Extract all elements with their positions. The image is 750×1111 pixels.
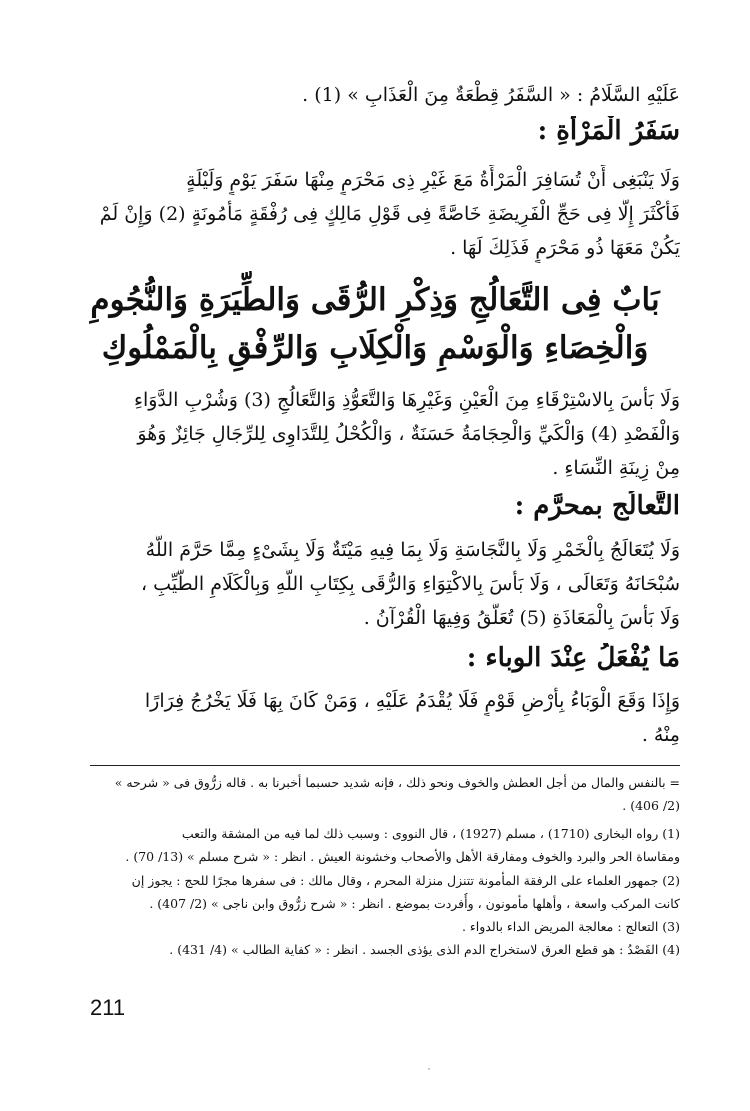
text-line: سُبْحَانَهُ وَتَعَالَى ، وَلَا بَأْسَ بِالاكْتِوَاءِ وَالرُّقَى بِكِتَابِ اللَّهِ وَبِالْكَلَامِ الطَّيِّبِ ،: [141, 573, 680, 595]
text-line: مِنْ زِينَةِ النِّسَاءِ .: [552, 457, 680, 479]
section-heading: مَا يُفْعَلُ عِنْدَ الوباء :: [466, 643, 680, 673]
section-heading: التَّعالُج بمحرَّم :: [514, 491, 680, 521]
footnote-line: ومقاساة الحر والبرد والخوف ومفارقة الأهل والأصحاب وخشونة العيش . انظر : « شرح مسلم » (13/ 70) .: [125, 849, 680, 864]
footnote-line: (2/ 406) .: [622, 798, 680, 813]
chapter-title-line-1: بَابٌ فِى التَّعَالُجِ وَذِكْرِ الرُّقَى وَالطِّيَرَةِ وَالنُّجُومِ: [90, 282, 660, 318]
text-line: وَلَا يَنْبَغِى أَنْ تُسَافِرَ الْمَرْأَةُ مَعَ غَيْرِ ذِى مَحْرَمٍ مِنْهَا سَفَرَ يَوْمٍ وَلَيْلَةٍ: [186, 169, 680, 191]
footnote-line: (1) رواه البخارى (1710) ، مسلم (1927) ، قال النووى : وسبب ذلك لما فيه من المشقة والتعب: [181, 826, 680, 841]
section-heading: سَفَرُ الْمَرْأَةِ :: [537, 116, 680, 146]
text-line: وَالْفَصْدِ (4) وَالْكَيِّ وَالْحِجَامَةُ حَسَنَةٌ ، وَالْكُحْلُ لِلتَّدَاوِى لِلرِّجَالِ جَائِزٌ وَهُوَ: [137, 423, 680, 445]
text-line: فَأَكْثَرَ إِلَّا فِى حَجِّ الْفَرِيضَةِ خَاصَّةً فِى قَوْلِ مَالِكٍ فِى رُفْقَةٍ مَأْمُونَةٍ (2) وَإِنْ لَمْ: [99, 203, 680, 225]
text-line: وَلَا بَأْسَ بِالاسْتِرْقَاءِ مِنَ الْعَيْنِ وَغَيْرِهَا وَالتَّعَوُّذِ وَالتَّعَالُجِ (3) وَشُرْبِ الدَّوَاءِ: [134, 389, 680, 411]
footnote-line: كانت المركب واسعة ، وأهلها مأمونون ، وأُفردت بموضع . انظر : « شرح زرُّوق وابن ناجى » (2/ 407) .: [149, 896, 680, 911]
footnote-line: (3) التعالج : معالجة المريض الداء بالدواء .: [461, 919, 680, 934]
footnote-separator: [90, 765, 680, 766]
footnote-line: (4) الفَصْدُ : هو قطع العرق لاستخراج الدم الذى يؤذى الجسد . انظر : « كفاية الطالب » (4/ 431) .: [169, 942, 680, 957]
text-line: مِنْهُ .: [641, 724, 680, 746]
text-line: يَكُنْ مَعَهَا ذُو مَحْرَمٍ فَذَلِكَ لَهَا .: [450, 237, 680, 259]
text-line: عَلَيْهِ السَّلَامُ : « السَّفَرُ قِطْعَةٌ مِنَ الْعَذَابِ » (1) .: [302, 84, 680, 106]
text-line: وَإِذَا وَقَعَ الْوَبَاءُ بِأَرْضِ قَوْمٍ فَلَا يُقْدَمُ عَلَيْهِ ، وَمَنْ كَانَ بِهَا فَلَا يَخْرُجُ فِرَارًا: [144, 690, 680, 712]
text-line: وَلَا بَأْسَ بِالْمَعَاذَةِ (5) تُعَلَّقُ وَفِيهَا الْقُرْآنُ .: [363, 607, 680, 629]
page-number: 211: [90, 995, 126, 1020]
scan-speck: [428, 1068, 430, 1070]
text-line: وَلَا يُتَعَالَجُ بِالْخَمْرِ وَلَا بِالنَّجَاسَةِ وَلَا بِمَا فِيهِ مَيْتَةٌ وَلَا بِشَىْءٍ مِمَّا حَرَّمَ اللَّهُ: [145, 539, 680, 561]
footnote-line: (2) جمهور العلماء على الرفقة المأمونة تتنزل منزلة المحرم ، وقال مالك : فى سفرها مجرًا للحج : يجوز إن: [131, 873, 680, 888]
footnote-line: = بالنفس والمال من أجل العطش والخوف ونحو ذلك ، فإنه شديد حسبما أخبرنا به . قاله زرُّوق فى « شرحه »: [114, 775, 680, 790]
chapter-title-line-2: وَالْخِصَاءِ وَالْوَسْمِ وَالْكِلَابِ وَالرِّفْقِ بِالْمَمْلُوكِ: [101, 330, 649, 366]
